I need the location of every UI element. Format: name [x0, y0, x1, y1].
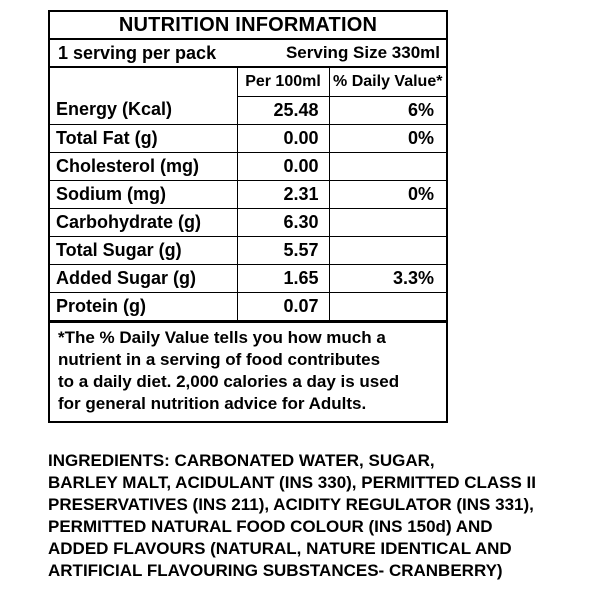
table-row	[50, 208, 446, 236]
ingredients-line: ADDED FLAVOURS (NATURAL, NATURE IDENTICAL AND	[48, 539, 512, 558]
nutrient-name: Sodium (mg)	[50, 180, 237, 208]
nutrient-per-100ml: 0.00	[237, 124, 329, 152]
ingredients-list	[48, 450, 553, 582]
table-row	[50, 292, 446, 320]
nutrient-per-100ml: 1.65	[237, 264, 329, 292]
nutrient-daily-value	[329, 208, 446, 236]
nutrient-daily-value	[329, 236, 446, 264]
table-row	[50, 124, 446, 152]
daily-value-footnote	[50, 321, 446, 421]
table-row	[50, 152, 446, 180]
nutrient-table	[50, 68, 446, 321]
nutrition-label	[48, 10, 448, 423]
servings-per-pack: 1 serving per pack	[58, 43, 217, 63]
nutrient-name: Total Fat (g)	[50, 124, 237, 152]
nutrient-per-100ml: 5.57	[237, 236, 329, 264]
nutrient-daily-value: 0%	[329, 124, 446, 152]
nutrient-name: Added Sugar (g)	[50, 264, 237, 292]
ingredients-line: PRESERVATIVES (INS 211), ACIDITY REGULATOR (INS 331),	[48, 495, 534, 514]
nutrient-name: Energy (Kcal)	[50, 96, 237, 124]
nutrient-per-100ml: 6.30	[237, 208, 329, 236]
footnote-line: nutrient in a serving of food contributes	[58, 349, 381, 369]
footnote-line: for general nutrition advice for Adults.	[58, 393, 367, 413]
nutrient-per-100ml: 0.00	[237, 152, 329, 180]
nutrient-name: Cholesterol (mg)	[50, 152, 237, 180]
serving-size: Serving Size 330ml	[285, 43, 440, 62]
ingredients-line: PERMITTED NATURAL FOOD COLOUR (INS 150d) AND	[48, 517, 493, 536]
nutrient-per-100ml: 2.31	[237, 180, 329, 208]
table-row	[50, 96, 446, 124]
footnote-line: to a daily diet. 2,000 calories a day is used	[58, 371, 400, 391]
nutrient-per-100ml: 0.07	[237, 292, 329, 320]
table-row	[50, 236, 446, 264]
ingredients-line: BARLEY MALT, ACIDULANT (INS 330), PERMITTED CLASS II	[48, 473, 536, 492]
table-row	[50, 264, 446, 292]
nutrient-daily-value	[329, 152, 446, 180]
nutrient-daily-value	[329, 292, 446, 320]
ingredients-line: ARTIFICIAL FLAVOURING SUBSTANCES- CRANBERRY)	[48, 561, 503, 580]
ingredients-line: INGREDIENTS: CARBONATED WATER, SUGAR,	[48, 451, 435, 470]
nutrient-name: Total Sugar (g)	[50, 236, 237, 264]
column-header-daily-value: % Daily Value*	[329, 68, 446, 96]
header-blank-cell	[50, 68, 237, 96]
column-header-per-100ml: Per 100ml	[237, 68, 329, 96]
nutrient-name: Carbohydrate (g)	[50, 208, 237, 236]
table-header-row	[50, 68, 446, 96]
nutrient-daily-value: 0%	[329, 180, 446, 208]
nutrient-daily-value: 6%	[329, 96, 446, 124]
nutrient-name: Protein (g)	[50, 292, 237, 320]
serving-info-row	[50, 40, 446, 68]
nutrient-daily-value: 3.3%	[329, 264, 446, 292]
footnote-line: *The % Daily Value tells you how much a	[58, 327, 386, 347]
nutrient-per-100ml: 25.48	[237, 96, 329, 124]
table-row	[50, 180, 446, 208]
label-title: NUTRITION INFORMATION	[50, 12, 446, 40]
